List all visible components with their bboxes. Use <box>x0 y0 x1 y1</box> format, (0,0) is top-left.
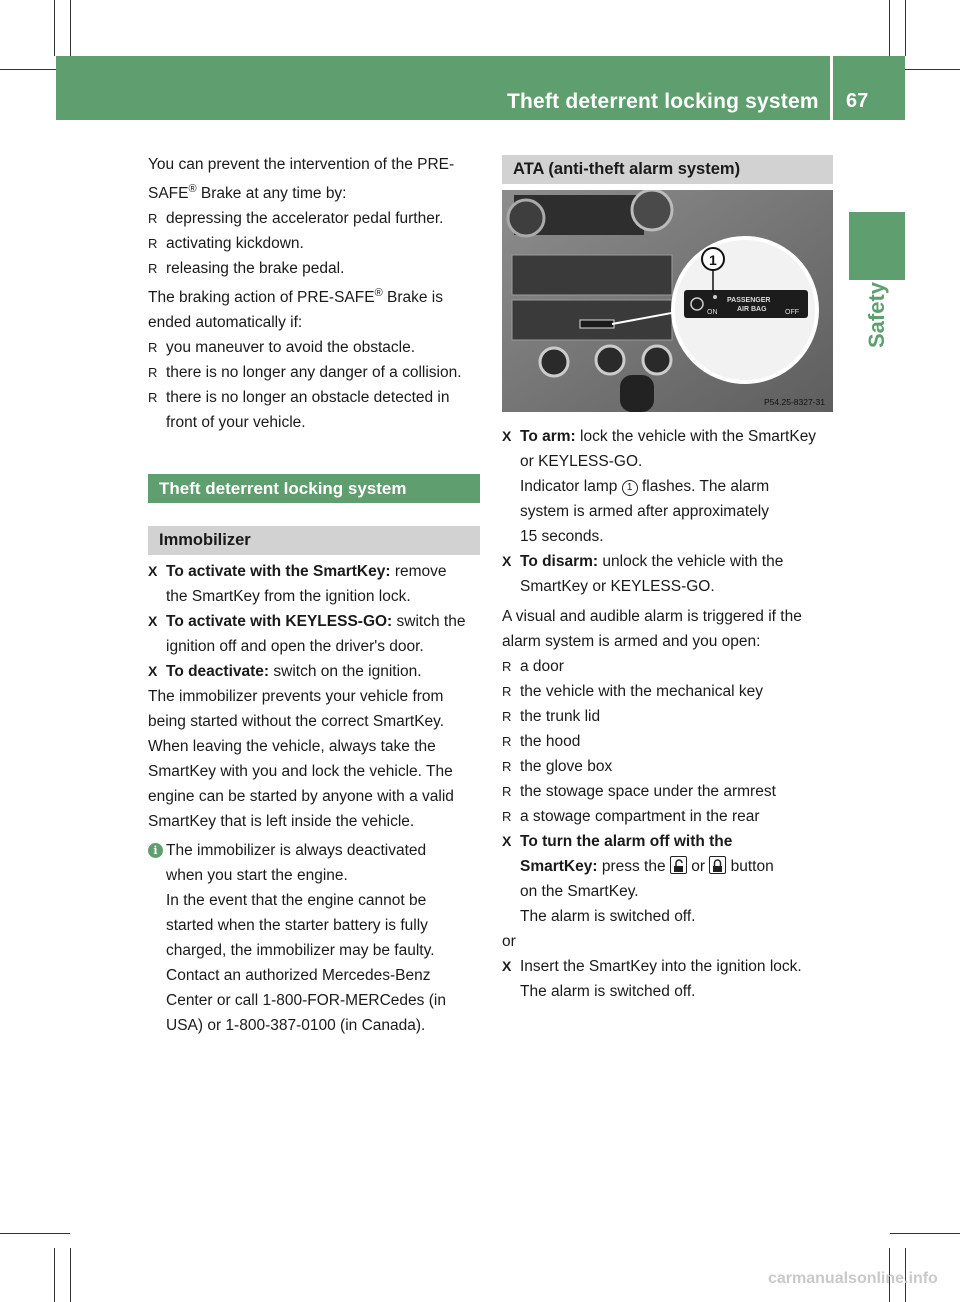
text-line: engine can be started by anyone with a valid <box>148 788 454 806</box>
crop-mark <box>54 0 55 56</box>
info-text: charged, the immobilizer may be faulty. <box>166 942 435 960</box>
bullet-marker: R <box>148 261 158 277</box>
header-divider <box>830 56 833 120</box>
text-line: The immobilizer prevents your vehicle from <box>148 688 444 706</box>
text-line: or KEYLESS-GO. <box>520 453 643 470</box>
text-line: A visual and audible alarm is triggered if the <box>502 608 802 625</box>
side-tab-label: Safety <box>864 281 889 349</box>
info-text: USA) or 1-800-387-0100 (in Canada). <box>166 1017 426 1035</box>
instruction-step <box>148 609 480 634</box>
photo-off-label: OFF <box>785 309 799 316</box>
text-line: SmartKey or KEYLESS-GO. <box>520 578 715 595</box>
subsection-heading: Immobilizer <box>148 526 480 555</box>
step-label: To activate with the SmartKey: <box>166 563 391 581</box>
text-fragment: Brake at any time by: <box>196 185 347 203</box>
text-fragment: The braking action of PRE-SAFE <box>148 289 375 307</box>
info-text: when you start the engine. <box>166 867 348 885</box>
text-line: on the SmartKey. <box>520 883 639 900</box>
text-fragment: or <box>686 858 710 875</box>
bullet-text: you maneuver to avoid the obstacle. <box>166 339 416 357</box>
crop-mark <box>70 1248 71 1302</box>
text-fragment: button <box>726 858 774 875</box>
bullet-text: the hood <box>520 733 581 750</box>
text-fragment: Brake is <box>382 289 443 307</box>
bullet-marker: R <box>502 709 512 724</box>
bullet-marker: R <box>148 211 158 227</box>
text-line: the SmartKey from the ignition lock. <box>166 588 411 606</box>
crop-mark <box>70 0 71 56</box>
text-line: When leaving the vehicle, always take the <box>148 738 436 756</box>
bullet-text: the trunk lid <box>520 708 601 725</box>
text-line: The alarm is switched off. <box>520 908 696 925</box>
bullet-item <box>148 335 480 360</box>
crop-mark <box>54 1248 55 1302</box>
text-fragment: flashes. The alarm <box>637 478 770 495</box>
callout-one-icon: 1 <box>622 480 638 496</box>
bullet-text: depressing the accelerator pedal further. <box>166 210 444 228</box>
bullet-marker: R <box>502 784 512 799</box>
step-text: unlock the vehicle with the <box>598 553 784 570</box>
instruction-step <box>148 659 480 684</box>
step-text: remove <box>390 563 447 581</box>
bullet-text: releasing the brake pedal. <box>166 260 345 278</box>
left-column <box>148 152 480 1038</box>
text-line: ended automatically if: <box>148 314 303 332</box>
step-arrow-icon: X <box>502 833 512 849</box>
text-line: The alarm is switched off. <box>520 983 696 1000</box>
info-text: Center or call 1-800-FOR-MERCedes (in <box>166 992 446 1010</box>
bullet-text: the vehicle with the mechanical key <box>520 683 763 700</box>
step-arrow-icon: X <box>502 428 512 444</box>
bullet-item <box>502 754 833 779</box>
section-heading: ATA (anti-theft alarm system) <box>502 155 833 184</box>
bullet-item <box>502 729 833 754</box>
photo-passenger-label: PASSENGER <box>727 297 771 304</box>
photo-airbag-label: AIR BAG <box>737 306 767 313</box>
crop-mark <box>0 1233 70 1234</box>
lock-button-icon <box>709 856 726 874</box>
step-arrow-icon: X <box>502 553 512 569</box>
side-tab-label-wrap <box>852 281 902 349</box>
text-line <box>148 177 480 206</box>
text-line <box>502 854 833 879</box>
text-line: You can prevent the intervention of the PRE- <box>148 156 455 173</box>
bullet-marker: R <box>148 340 158 356</box>
bullet-marker: R <box>502 659 512 674</box>
bullet-text: a door <box>520 658 564 675</box>
bullet-item <box>502 704 833 729</box>
info-note <box>148 838 480 863</box>
bullet-marker: R <box>148 236 158 252</box>
bullet-marker: R <box>148 365 158 381</box>
text-fragment: Indicator lamp <box>520 478 622 495</box>
bullet-marker: R <box>502 684 512 699</box>
registered-mark: ® <box>188 183 197 195</box>
text-line: 15 seconds. <box>520 528 604 545</box>
registered-mark: ® <box>374 287 383 300</box>
bullet-marker: R <box>148 390 158 406</box>
text-line: ignition off and open the driver's door. <box>166 638 424 656</box>
step-arrow-icon: X <box>148 563 158 580</box>
info-text: started when the starter battery is fully <box>166 917 428 935</box>
text-line <box>502 474 833 499</box>
watermark: carmanualsonline.info <box>768 1270 938 1287</box>
instruction-step <box>502 954 833 979</box>
page-number: 67 <box>846 90 869 112</box>
bullet-text: activating kickdown. <box>166 235 304 253</box>
text-line: SmartKey with you and lock the vehicle. The <box>148 763 453 781</box>
bullet-item <box>148 231 480 256</box>
info-text: Contact an authorized Mercedes-Benz <box>166 967 431 985</box>
text-line: or <box>502 933 516 950</box>
instruction-step <box>502 549 833 574</box>
step-arrow-icon: X <box>148 613 158 630</box>
dashboard-photo <box>502 190 833 412</box>
instruction-step <box>502 829 833 854</box>
step-label: To activate with KEYLESS-GO: <box>166 613 393 631</box>
right-column <box>502 155 833 184</box>
bullet-item <box>148 360 480 385</box>
unlock-button-icon <box>670 856 687 874</box>
instruction-step <box>502 424 833 449</box>
bullet-item <box>148 256 480 281</box>
bullet-continuation: front of your vehicle. <box>166 414 306 432</box>
bullet-text: there is no longer any danger of a collision. <box>166 364 462 382</box>
photo-code: P54.25-8327-31 <box>764 397 825 407</box>
step-label: To arm: <box>520 428 576 445</box>
bullet-text: the stowage space under the armrest <box>520 783 776 800</box>
step-label: SmartKey: <box>520 858 598 875</box>
section-heading: Theft deterrent locking system <box>148 474 480 503</box>
step-label: To deactivate: <box>166 663 270 681</box>
info-icon: i <box>148 843 163 858</box>
bullet-marker: R <box>502 809 512 824</box>
right-column-body <box>502 424 833 1004</box>
bullet-marker: R <box>502 734 512 749</box>
dashboard-illustration <box>502 190 833 412</box>
step-text: Insert the SmartKey into the ignition lock. <box>520 958 802 975</box>
side-tab <box>849 212 905 280</box>
text-line: alarm system is armed and you open: <box>502 633 761 650</box>
step-label: To disarm: <box>520 553 599 570</box>
text-line: being started without the correct SmartKey. <box>148 713 445 731</box>
text-line: system is armed after approximately <box>520 503 769 520</box>
bullet-text: the glove box <box>520 758 613 775</box>
bullet-marker: R <box>502 759 512 774</box>
photo-on-label: ON <box>707 309 718 316</box>
crop-mark <box>905 0 906 56</box>
instruction-step <box>148 559 480 584</box>
bullet-text: there is no longer an obstacle detected in <box>166 389 450 407</box>
bullet-item <box>502 779 833 804</box>
bullet-item <box>502 654 833 679</box>
step-arrow-icon: X <box>502 958 512 974</box>
text-line: SmartKey that is left inside the vehicle. <box>148 813 415 831</box>
step-arrow-icon: X <box>148 663 158 680</box>
info-text: In the event that the engine cannot be <box>166 892 427 910</box>
crop-mark <box>890 1233 960 1234</box>
bullet-text: a stowage compartment in the rear <box>520 808 760 825</box>
bullet-item <box>502 804 833 829</box>
step-text: switch the <box>392 613 466 631</box>
text-fragment: press the <box>597 858 670 875</box>
step-text: lock the vehicle with the SmartKey <box>575 428 817 445</box>
page-title: Theft deterrent locking system <box>507 90 819 113</box>
text-fragment: SAFE <box>148 185 189 203</box>
crop-mark <box>889 0 890 56</box>
step-label: To turn the alarm off with the <box>520 833 733 850</box>
bullet-item <box>502 679 833 704</box>
bullet-item <box>148 385 480 410</box>
info-text: The immobilizer is always deactivated <box>166 842 427 860</box>
text-line <box>148 281 480 310</box>
photo-callout-number: 1 <box>709 252 717 268</box>
step-text: switch on the ignition. <box>269 663 422 681</box>
bullet-item <box>148 206 480 231</box>
